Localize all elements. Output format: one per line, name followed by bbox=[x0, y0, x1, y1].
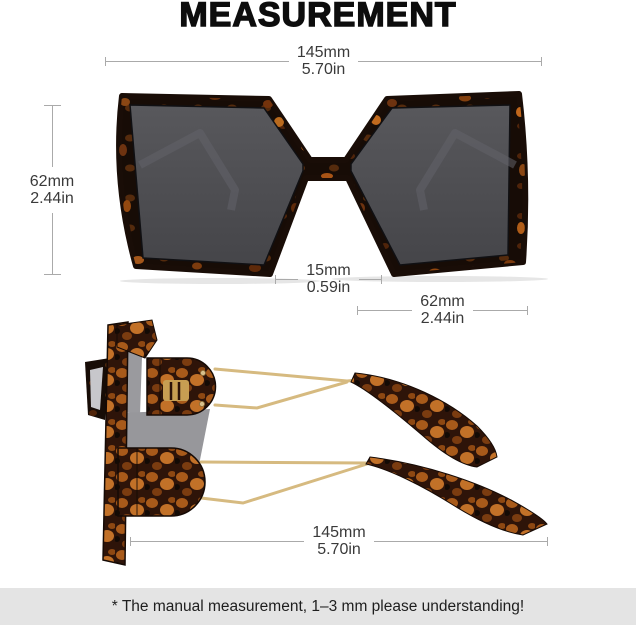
value-in: 0.59in bbox=[306, 279, 351, 296]
disclaimer-bar bbox=[0, 588, 636, 625]
dimension-line bbox=[275, 275, 298, 284]
dimension-lens-height bbox=[23, 105, 81, 275]
dimension-frame-width bbox=[105, 44, 542, 78]
dimension-line bbox=[44, 105, 61, 167]
value-mm: 145mm bbox=[296, 44, 351, 61]
value-in: 5.70in bbox=[317, 541, 361, 558]
hinge-screw bbox=[199, 401, 204, 406]
hinge-screw bbox=[200, 370, 205, 375]
dimension-lens-width bbox=[357, 293, 528, 327]
disclaimer-note: * The manual measurement, 1–3 mm please understanding! bbox=[111, 597, 525, 615]
lower-temple-wire bbox=[201, 462, 377, 503]
dimension-line bbox=[473, 306, 528, 315]
dimension-line bbox=[105, 57, 289, 66]
upper-temple-tip bbox=[351, 373, 497, 467]
dimension-bridge-width bbox=[275, 262, 382, 296]
upper-temple-wire bbox=[215, 369, 358, 408]
dimension-line bbox=[44, 213, 61, 275]
value-mm: 145mm bbox=[312, 524, 366, 541]
value-mm: 62mm bbox=[420, 293, 465, 310]
dimension-label bbox=[304, 524, 373, 558]
value-mm: 62mm bbox=[29, 173, 75, 190]
value-in: 2.44in bbox=[30, 190, 74, 207]
lower-hinge-block bbox=[118, 448, 205, 516]
value-mm: 15mm bbox=[306, 262, 351, 279]
dimension-temple-length bbox=[130, 524, 548, 558]
gold-hinge bbox=[163, 380, 189, 401]
dimension-line bbox=[358, 57, 542, 66]
page-title: MEASUREMENT bbox=[179, 0, 457, 34]
dimension-line bbox=[357, 306, 412, 315]
dimension-label bbox=[289, 44, 358, 78]
dimension-label bbox=[30, 167, 74, 213]
dimension-line bbox=[359, 275, 382, 284]
value-in: 5.70in bbox=[301, 61, 346, 78]
dimension-line bbox=[130, 537, 304, 546]
dimension-label bbox=[298, 262, 358, 296]
frame-front-profile bbox=[103, 322, 128, 565]
dimension-label bbox=[412, 293, 472, 327]
value-in: 2.44in bbox=[420, 310, 465, 327]
dimension-line bbox=[374, 537, 548, 546]
